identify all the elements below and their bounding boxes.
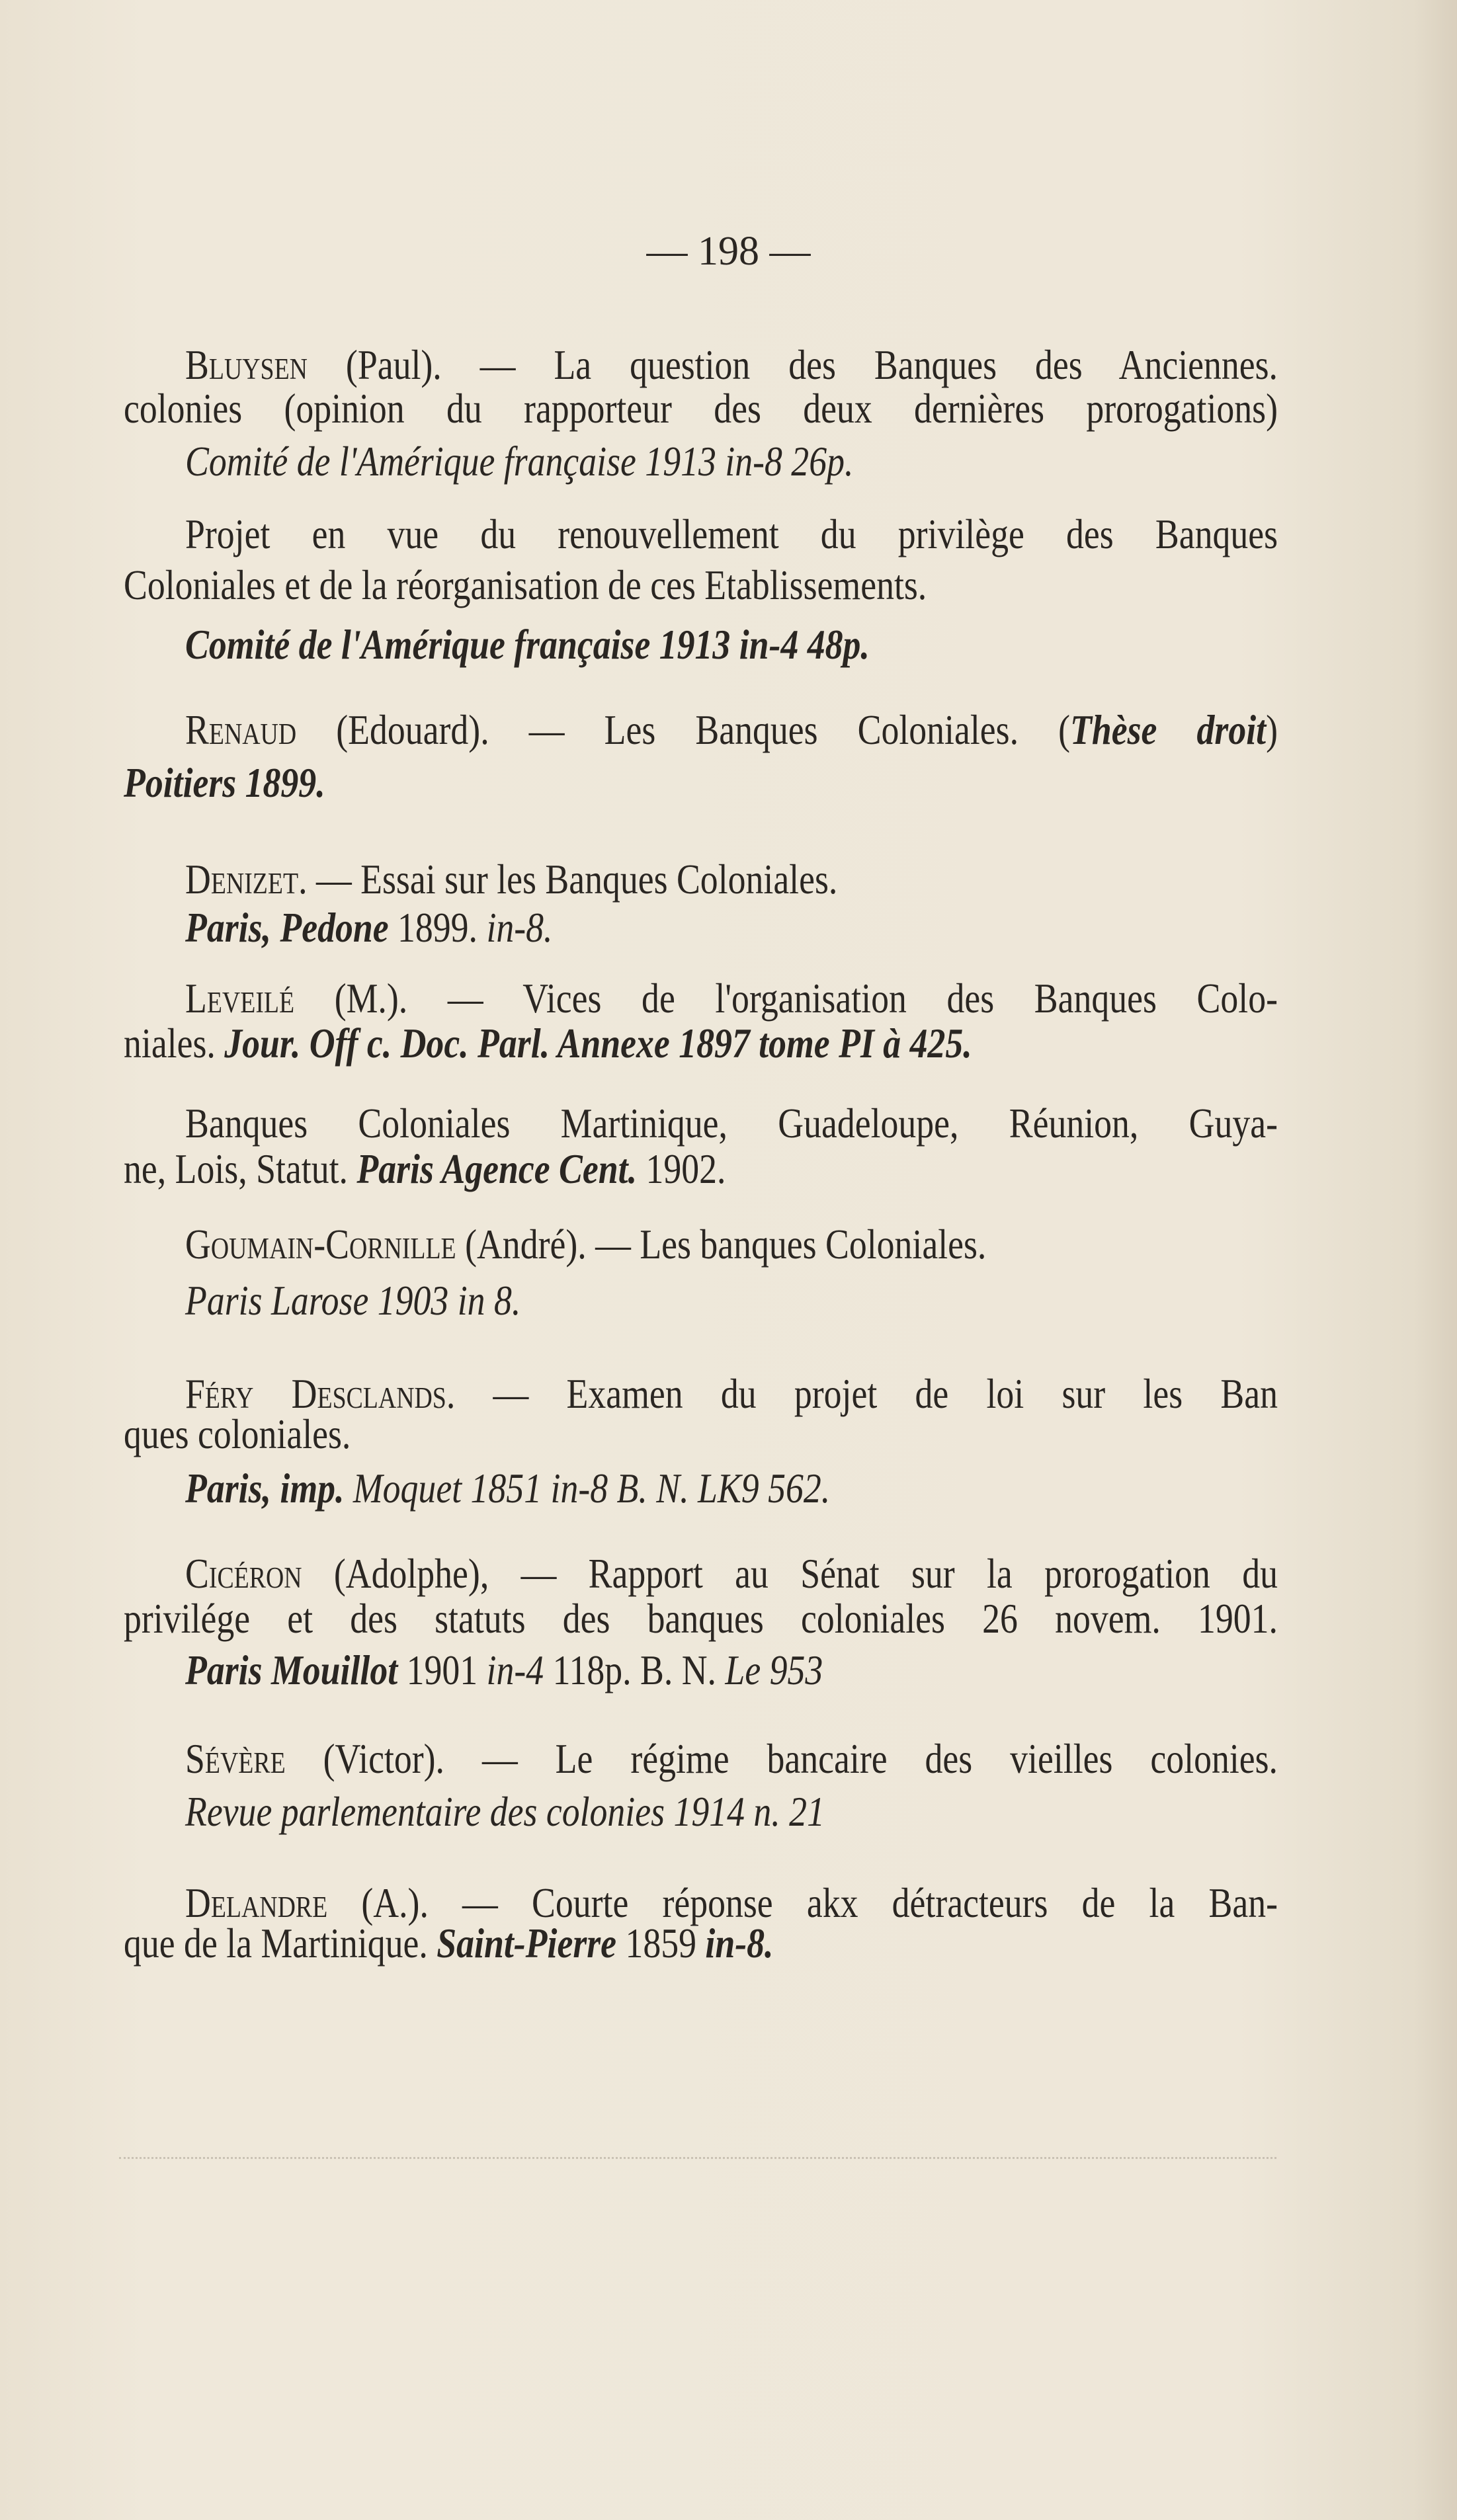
entry-text: (A.). — Courte réponse akx détracteurs de la Ban-: [327, 1879, 1278, 1926]
publication-info: Paris Larose 1903 in 8.: [185, 1277, 521, 1324]
entry-text: Projet en vue du renouvellement du privilège des Banques: [185, 510, 1278, 557]
entry-line: [124, 1017, 972, 1070]
entry-line: [185, 901, 552, 954]
entry-line: [185, 1785, 825, 1838]
entry-text: Banques Coloniales Martinique, Guadeloupe, Réunion, Guya-: [185, 1100, 1278, 1147]
entry-line: [185, 435, 853, 488]
entry-line: [185, 1732, 1278, 1785]
author-name: Delandre: [185, 1879, 328, 1926]
publication-info: Moquet 1851 in-8 B. N. LK9 562.: [344, 1465, 831, 1512]
publication-info: Poitiers 1899.: [124, 759, 325, 806]
publication-info: in-8.: [705, 1920, 774, 1967]
entry-line: [124, 559, 927, 612]
publication-info: Paris Mouillot: [185, 1646, 398, 1693]
publication-info: in-8.: [486, 904, 553, 951]
entry-line: [185, 1462, 830, 1515]
entry-text: 118p. B. N.: [544, 1646, 726, 1693]
entry-text: ques coloniales.: [124, 1410, 351, 1457]
author-name: Féry Desclands: [185, 1370, 446, 1417]
entry-text: que de la Martinique.: [124, 1920, 437, 1967]
entry-line: [124, 1592, 1278, 1645]
entry-line: [185, 1097, 1278, 1150]
publication-info: Le 953: [725, 1646, 823, 1693]
entry-text: (Paul). — La question des Banques des Anciennes.: [307, 341, 1278, 388]
author-name: Goumain-Cornille: [185, 1221, 456, 1268]
publication-info: Comité de l'Amérique française 1913 in-8 26p.: [185, 438, 854, 485]
publication-info: Saint-Pierre: [437, 1920, 617, 1967]
entry-line: [185, 1218, 986, 1271]
publication-info: Comité de l'Amérique française 1913 in-4 48p.: [185, 621, 870, 668]
entry-line: [124, 756, 325, 809]
publication-info: Paris, imp.: [185, 1465, 345, 1512]
entry-line: [124, 1408, 351, 1461]
entry-text: niales.: [124, 1020, 225, 1067]
publication-info: Paris Agence Cent.: [356, 1145, 638, 1192]
entry-text: 1902.: [637, 1145, 726, 1192]
publication-info: Jour. Off c. Doc. Parl. Annexe 1897 tome PI à 425.: [224, 1020, 972, 1067]
publication-info: Revue parlementaire des colonies 1914 n. 21: [185, 1788, 825, 1835]
entry-line: [185, 618, 870, 671]
entry-text: ne, Lois, Statut.: [124, 1145, 357, 1192]
author-name: Bluysen: [185, 341, 308, 388]
entry-line: [185, 1644, 823, 1697]
author-name: Cicéron: [185, 1550, 302, 1597]
divider: [119, 2157, 1276, 2159]
entry-line: [124, 382, 1278, 435]
entry-line: [124, 1143, 726, 1196]
author-name: Leveilé: [185, 975, 295, 1022]
publication-info: Paris, Pedone: [185, 904, 389, 951]
publication-info: in-4: [486, 1646, 544, 1693]
publication-info: Thèse droit: [1070, 706, 1267, 753]
entry-line: [185, 704, 1278, 756]
entry-text: (Victor). — Le régime bancaire des vieilles colonies.: [285, 1735, 1278, 1782]
entry-text: ): [1266, 706, 1278, 753]
entry-line: [185, 1274, 520, 1327]
entry-text: . — Essai sur les Banques Coloniales.: [298, 856, 838, 903]
entry-text: (Adolphe), — Rapport au Sénat sur la prorogation du: [302, 1550, 1278, 1597]
page-number: — 198 —: [646, 229, 811, 274]
entry-text: privilége et des statuts des banques coloniales 26 novem. 1901.: [124, 1595, 1278, 1642]
entry-line: [185, 508, 1278, 561]
author-name: Sévère: [185, 1735, 286, 1782]
entry-text: 1859: [616, 1920, 706, 1967]
entry-line: [185, 853, 837, 906]
entry-text: 1901: [397, 1646, 487, 1693]
entry-text: . — Examen du projet de loi sur les Ban: [446, 1370, 1278, 1417]
author-name: Denizet: [185, 856, 299, 903]
entry-text: (Edouard). — Les Banques Coloniales. (: [296, 706, 1071, 753]
entry-text: (André). — Les banques Coloniales.: [456, 1221, 987, 1268]
entry-text: 1899.: [388, 904, 487, 951]
entry-line: [124, 1917, 773, 1970]
entry-text: Coloniales et de la réorganisation de ces Etablissements.: [124, 561, 927, 608]
author-name: Renaud: [185, 706, 297, 753]
entry-text: (M.). — Vices de l'organisation des Banques Colo-: [294, 975, 1278, 1022]
entry-text: colonies (opinion du rapporteur des deux dernières prorogations): [124, 385, 1278, 432]
